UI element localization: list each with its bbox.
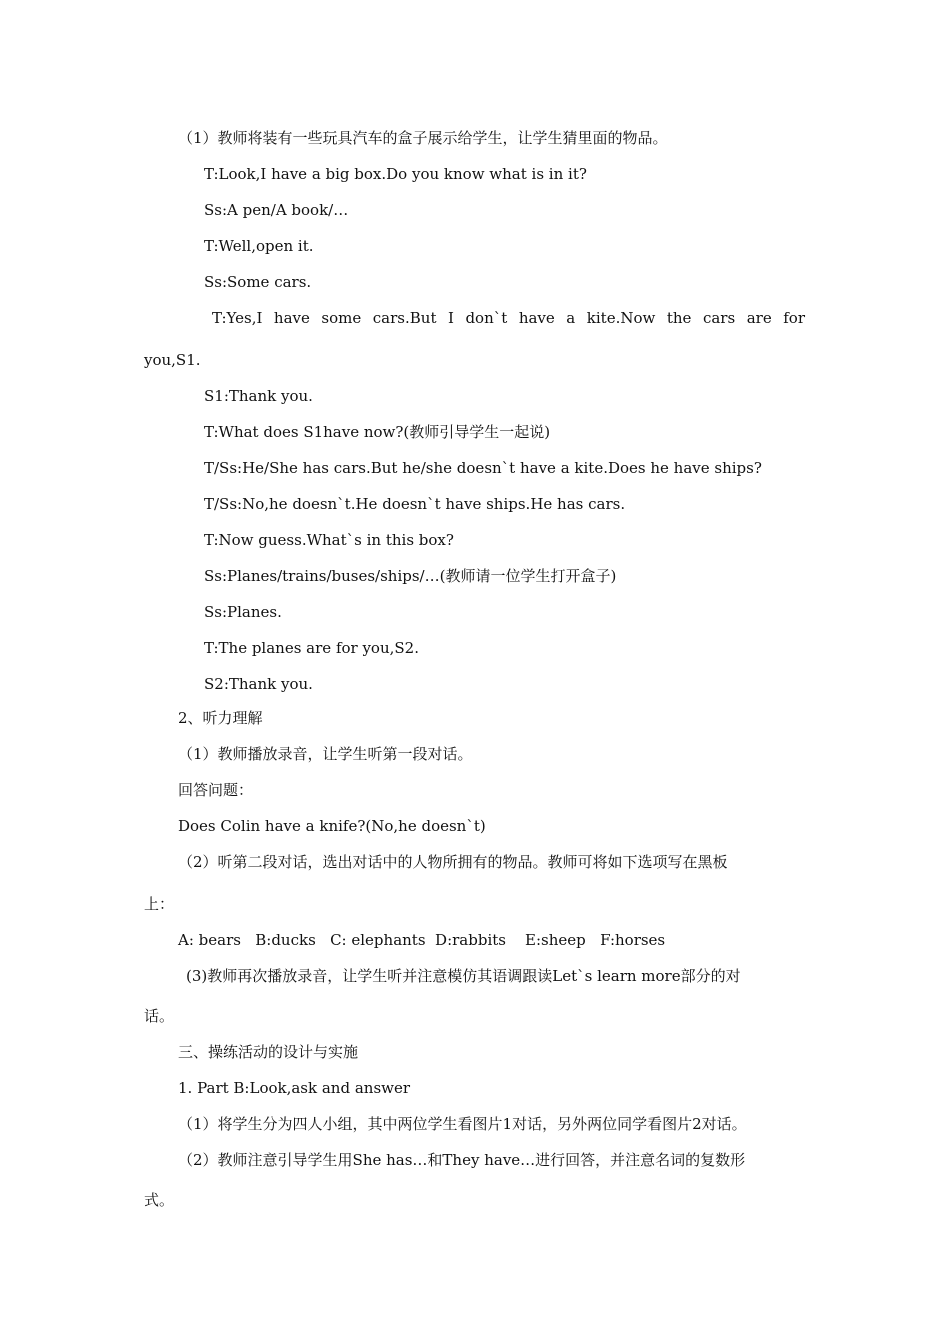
text-line: T:Well,open it. xyxy=(204,237,314,255)
text-line: T:The planes are for you,S2. xyxy=(204,639,419,657)
text-line: T:Look,I have a big box.Do you know what is in it? xyxy=(204,165,587,183)
text-line: T/Ss:He/She has cars.But he/she doesn`t have a kite.Does he have ships? xyxy=(204,459,762,477)
text-line: （1）将学生分为四人小组，其中两位学生看图片1对话，另外两位同学看图片2对话。 xyxy=(178,1115,747,1133)
text-line: T:What does S1have now?(教师引导学生一起说) xyxy=(204,423,551,441)
text-line: T:Yes,I have some cars.But I don`t have a kite.Now the cars are for xyxy=(212,309,805,327)
text-line: （1）教师播放录音，让学生听第一段对话。 xyxy=(178,745,473,763)
text-line: 1. Part B:Look,ask and answer xyxy=(178,1079,411,1097)
section-heading: 三、操练活动的设计与实施 xyxy=(178,1043,359,1061)
text-line: （2）教师注意引导学生用She has…和They have…进行回答，并注意名词的复数形 xyxy=(178,1151,746,1169)
text-line: you,S1. xyxy=(144,351,201,369)
text-line: 回答问题： xyxy=(178,781,254,799)
text-line: (3)教师再次播放录音，让学生听并注意模仿其语调跟读Let`s learn more部分的对 xyxy=(186,967,741,985)
section-heading: 2、听力理解 xyxy=(178,709,263,727)
text-line: 上： xyxy=(144,895,175,913)
text-line: （2）听第二段对话，选出对话中的人物所拥有的物品。教师可将如下选项写在黑板 xyxy=(178,853,728,871)
text-line: S2:Thank you. xyxy=(204,675,313,693)
text-line: A: bears B:ducks C: elephants D:rabbits E:sheep F:horses xyxy=(178,931,666,949)
text-line: T:Now guess.What`s in this box? xyxy=(204,531,454,549)
text-line: Ss:Planes/trains/buses/ships/…(教师请一位学生打开盒子) xyxy=(204,567,617,585)
text-line: （1）教师将装有一些玩具汽车的盒子展示给学生，让学生猜里面的物品。 xyxy=(178,129,668,147)
text-line: 话。 xyxy=(144,1007,175,1025)
text-line: Does Colin have a knife?(No,he doesn`t) xyxy=(178,817,486,835)
text-line: Ss:Some cars. xyxy=(204,273,312,291)
text-line: Ss:A pen/A book/… xyxy=(204,201,349,219)
text-line: 式。 xyxy=(144,1191,175,1209)
text-line: S1:Thank you. xyxy=(204,387,313,405)
text-line: Ss:Planes. xyxy=(204,603,282,621)
text-line: T/Ss:No,he doesn`t.He doesn`t have ships.He has cars. xyxy=(204,495,626,513)
